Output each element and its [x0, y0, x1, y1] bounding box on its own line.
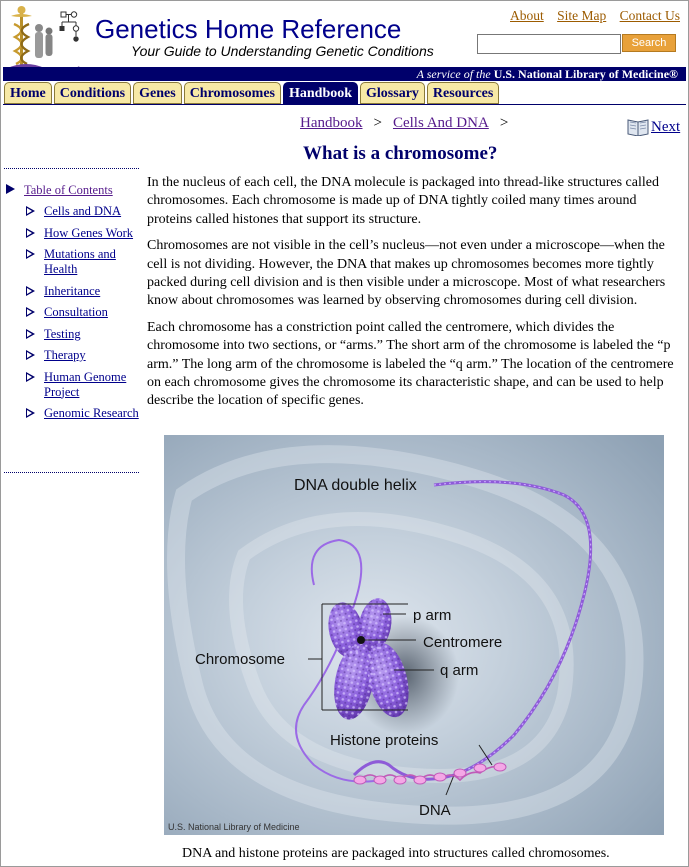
service-prefix: A service of the: [416, 67, 494, 81]
search-button[interactable]: Search: [622, 34, 676, 52]
toc-item-label[interactable]: Mutations and Health: [44, 247, 116, 276]
toc-item-label[interactable]: Consultation: [44, 305, 108, 319]
tab-underline: [3, 104, 686, 105]
label-dna: DNA: [419, 802, 451, 819]
breadcrumb: [300, 115, 519, 132]
tab-chromosomes[interactable]: Chromosomes: [184, 82, 281, 104]
label-chromosome: Chromosome: [195, 651, 286, 668]
tab-handbook[interactable]: Handbook: [283, 82, 358, 104]
toc-item-label[interactable]: Inheritance: [44, 283, 101, 298]
tab-conditions[interactable]: Conditions: [54, 82, 131, 104]
toc-item-testing[interactable]: [6, 327, 141, 342]
table-of-contents-link[interactable]: Table of Contents: [24, 183, 113, 197]
figure-caption: DNA and histone proteins are packaged into structures called chromosomes.: [182, 846, 610, 861]
site-tagline: Your Guide to Understanding Genetic Conditions: [131, 43, 434, 59]
triangle-outline-icon: [26, 286, 35, 296]
service-bar: [3, 67, 686, 81]
tab-genes[interactable]: Genes: [133, 82, 182, 104]
toc-header[interactable]: [6, 182, 141, 198]
toc-item-label[interactable]: Cells and DNA: [44, 204, 122, 218]
paragraph: Chromosomes are not visible in the cell’s nucleus—not even under a microscope—when the cell is not dividing. However, the DNA that makes up chromosomes becomes more tightly packed during cell division and is then visible under a microscope. Most of what researchers know about chromosomes was learned by observing chromosomes during cell division.: [147, 238, 666, 309]
triangle-outline-icon: [26, 307, 35, 317]
triangle-outline-icon: [26, 408, 35, 418]
toc-item-label[interactable]: Genomic Research: [44, 406, 139, 420]
site-map-link[interactable]: Site Map: [557, 8, 607, 23]
service-org[interactable]: U.S. National Library of Medicine®: [493, 67, 678, 81]
toc-item-label[interactable]: Therapy: [44, 348, 86, 362]
tab-home[interactable]: Home: [4, 82, 52, 104]
search-input[interactable]: [477, 34, 621, 54]
toc-item-label[interactable]: Testing: [44, 326, 81, 341]
label-dna-helix: DNA double helix: [294, 477, 417, 494]
label-histone-proteins: Histone proteins: [330, 732, 439, 749]
page-title: What is a chromosome?: [303, 143, 498, 164]
label-p-arm: p arm: [413, 607, 452, 624]
toc-item-inheritance[interactable]: [6, 284, 141, 299]
sidebar-divider: [4, 168, 139, 169]
breadcrumb-separator: >: [499, 115, 509, 131]
toc-item-genomic-research[interactable]: [6, 406, 141, 421]
label-centromere: Centromere: [423, 634, 503, 651]
toc-item-therapy[interactable]: [6, 348, 141, 363]
site-title[interactable]: Genetics Home Reference: [95, 14, 402, 44]
triangle-right-icon: [6, 184, 15, 194]
triangle-outline-icon: [26, 249, 35, 259]
figure-credit: U.S. National Library of Medicine: [168, 822, 300, 832]
main-nav-tabs: [4, 82, 501, 105]
toc-list: [6, 204, 141, 421]
breadcrumb-handbook[interactable]: Handbook: [300, 115, 363, 131]
next-label[interactable]: Next: [651, 119, 681, 135]
about-link[interactable]: About: [510, 8, 544, 23]
contact-us-link[interactable]: Contact Us: [619, 8, 680, 23]
toc-item-label[interactable]: How Genes Work: [44, 225, 134, 240]
sidebar-divider: [4, 472, 139, 473]
toc-item-how-genes-work[interactable]: [6, 226, 141, 241]
article-body: [147, 174, 679, 419]
toc-item-mutations-and-health[interactable]: [6, 247, 141, 277]
toc-item-label[interactable]: Human Genome Project: [44, 369, 127, 399]
chromosome-illustration: [164, 435, 664, 835]
book-icon[interactable]: [626, 116, 650, 136]
tab-glossary[interactable]: Glossary: [360, 82, 425, 104]
sidebar-toc: [6, 182, 141, 428]
tab-resources[interactable]: Resources: [427, 82, 499, 104]
paragraph: Each chromosome has a constriction point called the centromere, which divides the chromosome into two sections, or “arms.” The short arm of the chromosome is labeled the “p arm.” The long arm of the chromosome is labeled the “q arm.” The location of the centromere on each chromosome gives the chromosome its characteristic shape, and can be used to help describe the location of specific genes.: [147, 319, 674, 409]
label-q-arm: q arm: [440, 662, 479, 679]
toc-item-cells-and-dna[interactable]: [6, 204, 141, 219]
toc-item-consultation[interactable]: [6, 305, 141, 320]
breadcrumb-separator: >: [373, 115, 382, 131]
top-links: [500, 8, 680, 24]
triangle-outline-icon: [26, 228, 35, 238]
toc-item-human-genome-project[interactable]: [6, 370, 141, 400]
next-link[interactable]: [626, 116, 680, 136]
triangle-outline-icon: [26, 350, 35, 360]
triangle-outline-icon: [26, 206, 35, 216]
triangle-outline-icon: [26, 329, 35, 339]
paragraph: In the nucleus of each cell, the DNA molecule is packaged into thread-like structures called chromosomes. Each chromosome is made up of DNA tightly coiled many times around proteins called histones that support its structure.: [147, 175, 659, 227]
service-text: [417, 67, 678, 81]
breadcrumb-cells-and-dna[interactable]: Cells And DNA: [392, 115, 489, 131]
triangle-outline-icon: [26, 372, 35, 382]
